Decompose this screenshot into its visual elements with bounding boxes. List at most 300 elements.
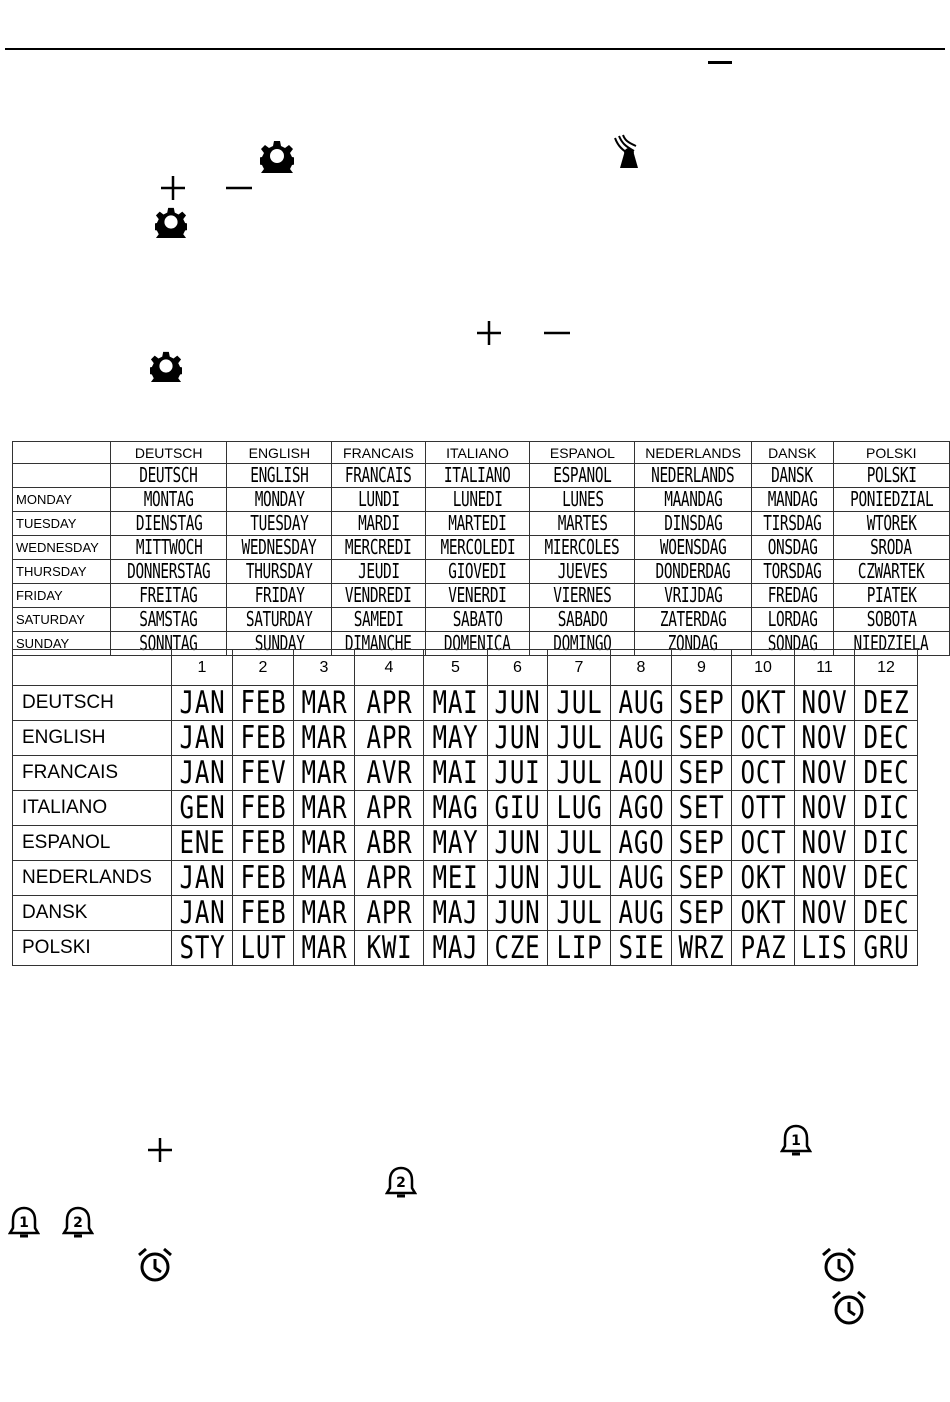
month-cell xyxy=(611,791,672,826)
lcd-text: SOBOTA xyxy=(866,607,917,631)
month-cell xyxy=(672,826,732,861)
month-cell xyxy=(355,686,424,721)
svg-text:1: 1 xyxy=(791,1133,801,1149)
month-cell xyxy=(294,896,355,931)
month-cell xyxy=(611,826,672,861)
lcd-text: GIU xyxy=(494,790,541,826)
month-number: 1 xyxy=(172,650,233,686)
weekday-cell xyxy=(227,608,332,632)
month-cell xyxy=(233,791,294,826)
weekday-cell xyxy=(751,584,833,608)
table-row xyxy=(13,512,950,536)
top-rule xyxy=(5,48,945,50)
table-row xyxy=(13,791,918,826)
gear-icon xyxy=(155,206,187,238)
lcd-text: MAR xyxy=(300,790,348,826)
lcd-text: MAR xyxy=(300,825,348,861)
language-label: DANSK xyxy=(13,896,172,931)
lcd-text: JUN xyxy=(494,685,541,721)
weekday-cell xyxy=(425,536,530,560)
alarm-clock-icon xyxy=(136,1246,174,1284)
month-cell xyxy=(488,826,548,861)
lcd-text: VENDREDI xyxy=(345,583,412,607)
language-label: NEDERLANDS xyxy=(13,861,172,896)
lcd-text: JAN xyxy=(178,895,226,931)
month-cell xyxy=(795,826,855,861)
alarm-clock-icon xyxy=(830,1289,868,1327)
lcd-text: NOV xyxy=(801,895,848,931)
weekday-cell xyxy=(425,488,530,512)
lcd-text: FREDAG xyxy=(767,583,818,607)
lcd-text: FEB xyxy=(239,685,287,721)
weekday-cell xyxy=(227,584,332,608)
month-cell xyxy=(732,756,795,791)
language-label: FRANCAIS xyxy=(13,756,172,791)
month-cell xyxy=(611,756,672,791)
month-cell xyxy=(795,756,855,791)
lcd-text: MONTAG xyxy=(143,487,194,511)
lcd-text: SEP xyxy=(678,685,725,721)
month-cell xyxy=(488,861,548,896)
month-cell xyxy=(548,826,611,861)
lcd-text: ENE xyxy=(178,825,226,861)
lcd-text: OKT xyxy=(739,685,787,721)
month-cell xyxy=(488,791,548,826)
weekday-cell xyxy=(530,560,635,584)
language-header: POLSKI xyxy=(833,442,949,464)
month-cell xyxy=(172,756,233,791)
lcd-text: DEC xyxy=(862,895,910,931)
lcd-text: NOV xyxy=(801,790,848,826)
lcd-text: MARDI xyxy=(357,511,400,535)
lcd-text: MAA xyxy=(300,860,348,896)
svg-text:1: 1 xyxy=(19,1215,29,1231)
empty-cell xyxy=(13,464,111,488)
lcd-text: SIE xyxy=(617,930,665,966)
month-cell xyxy=(424,826,488,861)
lcd-text: SEP xyxy=(678,895,725,931)
language-lcd-row xyxy=(13,464,950,488)
weekday-cell xyxy=(530,608,635,632)
lcd-text: DIENSTAG xyxy=(135,511,202,535)
language-label: ITALIANO xyxy=(13,791,172,826)
month-cell xyxy=(233,826,294,861)
month-number: 3 xyxy=(294,650,355,686)
lcd-text: JUN xyxy=(494,825,541,861)
weekday-cell xyxy=(530,584,635,608)
lcd-text: APR xyxy=(365,790,413,826)
month-cell xyxy=(294,756,355,791)
language-header: DANSK xyxy=(751,442,833,464)
weekday-cell xyxy=(751,608,833,632)
language-header: FRANCAIS xyxy=(332,442,425,464)
lcd-text: LUNDI xyxy=(357,487,400,511)
weekday-cell xyxy=(110,536,226,560)
language-header-row xyxy=(13,442,950,464)
month-cell xyxy=(672,756,732,791)
month-cell xyxy=(172,686,233,721)
minus-icon xyxy=(544,330,570,336)
lcd-text: MAR xyxy=(300,895,348,931)
lcd-text: SONNTAG xyxy=(139,631,198,655)
lcd-text: MITTWOCH xyxy=(135,535,202,559)
weekday-cell xyxy=(227,536,332,560)
weekday-cell xyxy=(425,584,530,608)
table-row xyxy=(13,721,918,756)
month-cell xyxy=(611,686,672,721)
lcd-text: DONNERSTAG xyxy=(127,559,211,583)
lcd-text: DONDERDAG xyxy=(655,559,731,583)
language-lcd-cell xyxy=(530,464,635,488)
lcd-text: JAN xyxy=(178,720,226,756)
lcd-text: FEB xyxy=(239,790,287,826)
lcd-text: LUT xyxy=(239,930,287,966)
table-row xyxy=(13,931,918,966)
month-cell xyxy=(548,721,611,756)
language-label: ESPANOL xyxy=(13,826,172,861)
lcd-text: FEB xyxy=(239,895,287,931)
lcd-text: NEDERLANDS xyxy=(651,463,735,487)
language-header: NEDERLANDS xyxy=(635,442,751,464)
empty-corner-cell xyxy=(13,442,111,464)
lcd-text: MIERCOLES xyxy=(545,535,620,559)
month-cell xyxy=(424,791,488,826)
weekday-cell xyxy=(833,560,949,584)
month-cell xyxy=(732,721,795,756)
lcd-text: MAR xyxy=(300,755,348,791)
lcd-text: SAMSTAG xyxy=(139,607,198,631)
month-cell xyxy=(233,686,294,721)
month-cell xyxy=(795,931,855,966)
month-cell xyxy=(233,931,294,966)
lcd-text: JUL xyxy=(555,755,603,791)
lcd-text: DANSK xyxy=(771,463,813,487)
lcd-text: JUN xyxy=(494,720,541,756)
weekday-cell xyxy=(425,560,530,584)
lcd-text: JAN xyxy=(178,860,226,896)
lcd-text: DIC xyxy=(862,790,910,826)
weekday-label: SATURDAY xyxy=(13,608,111,632)
month-cell xyxy=(548,791,611,826)
language-lcd-cell xyxy=(110,464,226,488)
lcd-text: ABR xyxy=(365,825,413,861)
lcd-text: MAR xyxy=(300,720,348,756)
lcd-text: LORDAG xyxy=(767,607,818,631)
lcd-text: LIP xyxy=(555,930,603,966)
weekday-cell xyxy=(635,584,751,608)
month-cell xyxy=(172,826,233,861)
gear-icon xyxy=(150,350,182,382)
lcd-text: SABADO xyxy=(557,607,608,631)
lcd-text: AGO xyxy=(617,790,665,826)
weekday-label: THURSDAY xyxy=(13,560,111,584)
lcd-text: FRIDAY xyxy=(254,583,305,607)
lcd-text: DIMANCHE xyxy=(345,631,412,655)
month-cell xyxy=(294,686,355,721)
lcd-text: MAG xyxy=(432,790,479,826)
lcd-text: DIC xyxy=(862,825,910,861)
language-lcd-cell xyxy=(635,464,751,488)
weekday-cell xyxy=(833,608,949,632)
month-cell xyxy=(611,896,672,931)
table-row xyxy=(13,756,918,791)
lcd-text: FREITAG xyxy=(139,583,198,607)
month-number: 4 xyxy=(355,650,424,686)
gear-icon xyxy=(260,139,294,173)
month-cell xyxy=(672,721,732,756)
language-lcd-cell xyxy=(833,464,949,488)
lcd-text: APR xyxy=(365,720,413,756)
month-cell xyxy=(732,896,795,931)
weekday-label: FRIDAY xyxy=(13,584,111,608)
lcd-text: ITALIANO xyxy=(444,463,511,487)
language-label: ENGLISH xyxy=(13,721,172,756)
month-number: 9 xyxy=(672,650,732,686)
weekday-cell xyxy=(110,584,226,608)
lcd-text: AUG xyxy=(617,720,665,756)
table-row xyxy=(13,488,950,512)
month-cell xyxy=(355,896,424,931)
month-cell xyxy=(172,896,233,931)
language-lcd-cell xyxy=(425,464,530,488)
lcd-text: DEZ xyxy=(862,685,910,721)
lcd-text: OCT xyxy=(739,720,787,756)
weekday-cell xyxy=(751,512,833,536)
language-label: POLSKI xyxy=(13,931,172,966)
lcd-text: JUL xyxy=(555,720,603,756)
month-cell xyxy=(672,686,732,721)
lcd-text: MEI xyxy=(432,860,479,896)
language-header: ENGLISH xyxy=(227,442,332,464)
weekday-cell xyxy=(635,512,751,536)
weekday-cell xyxy=(332,536,425,560)
lcd-text: MARTES xyxy=(557,511,608,535)
lcd-text: NOV xyxy=(801,755,848,791)
month-cell xyxy=(548,861,611,896)
lcd-text: SUNDAY xyxy=(254,631,305,655)
weekday-cell xyxy=(425,512,530,536)
weekday-cell xyxy=(635,560,751,584)
month-cell xyxy=(488,896,548,931)
table-row xyxy=(13,536,950,560)
lcd-text: JUL xyxy=(555,895,603,931)
lcd-text: JUL xyxy=(555,860,603,896)
lcd-text: MAJ xyxy=(432,930,479,966)
lcd-text: MAI xyxy=(432,755,479,791)
month-cell xyxy=(172,861,233,896)
lcd-text: ESPANOL xyxy=(553,463,612,487)
weekday-cell xyxy=(227,488,332,512)
month-cell xyxy=(672,861,732,896)
satellite-dish-icon xyxy=(612,134,646,172)
lcd-text: TIRSDAG xyxy=(763,511,822,535)
lcd-text: JUI xyxy=(494,755,541,791)
lcd-text: ENGLISH xyxy=(250,463,309,487)
month-cell xyxy=(672,896,732,931)
empty-corner-cell xyxy=(13,650,172,686)
lcd-text: GRU xyxy=(862,930,910,966)
lcd-text: DEC xyxy=(862,755,910,791)
table-row xyxy=(13,608,950,632)
month-cell xyxy=(424,756,488,791)
weekday-cell xyxy=(110,512,226,536)
month-number: 6 xyxy=(488,650,548,686)
lcd-text: ONSDAG xyxy=(767,535,818,559)
language-header: ITALIANO xyxy=(425,442,530,464)
weekday-label: MONDAY xyxy=(13,488,111,512)
month-cell xyxy=(294,861,355,896)
table-row xyxy=(13,896,918,931)
month-number: 11 xyxy=(795,650,855,686)
month-cell xyxy=(294,791,355,826)
lcd-text: DEUTSCH xyxy=(139,463,198,487)
lcd-text: NOV xyxy=(801,720,848,756)
lcd-text: OCT xyxy=(739,755,787,791)
month-cell xyxy=(355,826,424,861)
lcd-text: JUN xyxy=(494,895,541,931)
alarm-clock-icon xyxy=(820,1246,858,1284)
lcd-text: ZONDAG xyxy=(668,631,718,655)
month-cell xyxy=(488,756,548,791)
month-cell xyxy=(672,931,732,966)
weekday-cell xyxy=(110,560,226,584)
weekday-cell xyxy=(833,488,949,512)
lcd-text: JUN xyxy=(494,860,541,896)
language-header: ESPANOL xyxy=(530,442,635,464)
month-cell xyxy=(548,931,611,966)
lcd-text: CZE xyxy=(494,930,541,966)
lcd-text: JUEVES xyxy=(557,559,608,583)
lcd-text: THURSDAY xyxy=(246,559,313,583)
month-cell xyxy=(795,896,855,931)
weekday-cell xyxy=(530,512,635,536)
month-cell xyxy=(732,686,795,721)
lcd-text: SEP xyxy=(678,720,725,756)
lcd-text: FEB xyxy=(239,860,287,896)
lcd-text: VRIJDAG xyxy=(663,583,723,607)
month-cell xyxy=(732,861,795,896)
month-cell xyxy=(855,826,918,861)
lcd-text: PONIEDZIAL xyxy=(849,487,933,511)
lcd-text: SEP xyxy=(678,825,725,861)
weekday-cell xyxy=(332,560,425,584)
month-cell xyxy=(548,896,611,931)
month-cell xyxy=(424,721,488,756)
weekday-cell xyxy=(110,488,226,512)
lcd-text: POLSKI xyxy=(866,463,917,487)
alarm-2-bell-icon xyxy=(62,1206,94,1242)
lcd-text: FEV xyxy=(239,755,287,791)
weekday-cell xyxy=(110,608,226,632)
lcd-text: GIOVEDI xyxy=(448,559,507,583)
lcd-text: SET xyxy=(678,790,725,826)
minus-icon xyxy=(708,61,732,64)
lcd-text: TORSDAG xyxy=(763,559,822,583)
month-cell xyxy=(672,791,732,826)
weekday-cell xyxy=(635,536,751,560)
month-cell xyxy=(355,931,424,966)
month-cell xyxy=(294,826,355,861)
lcd-text: DINSDAG xyxy=(663,511,723,535)
month-cell xyxy=(855,861,918,896)
lcd-text: NOV xyxy=(801,860,848,896)
weekday-label: TUESDAY xyxy=(13,512,111,536)
lcd-text: MARTEDI xyxy=(448,511,507,535)
month-cell xyxy=(488,721,548,756)
alarm-1-bell-icon xyxy=(8,1206,40,1242)
month-cell xyxy=(795,721,855,756)
month-cell xyxy=(424,896,488,931)
lcd-text: MANDAG xyxy=(767,487,818,511)
lcd-text: AVR xyxy=(365,755,413,791)
lcd-text: AGO xyxy=(617,825,665,861)
weekday-label: SUNDAY xyxy=(13,632,111,656)
table-row xyxy=(13,686,918,721)
month-cell xyxy=(294,931,355,966)
month-cell xyxy=(233,721,294,756)
weekday-label: WEDNESDAY xyxy=(13,536,111,560)
lcd-text: APR xyxy=(365,860,413,896)
month-cell xyxy=(233,896,294,931)
lcd-text: VENERDI xyxy=(448,583,507,607)
language-lcd-cell xyxy=(332,464,425,488)
month-cell xyxy=(732,791,795,826)
month-cell xyxy=(172,791,233,826)
weekday-cell xyxy=(833,584,949,608)
weekday-cell xyxy=(332,512,425,536)
month-number: 7 xyxy=(548,650,611,686)
month-cell xyxy=(355,721,424,756)
svg-text:2: 2 xyxy=(396,1175,406,1191)
weekday-cell xyxy=(751,488,833,512)
table-row xyxy=(13,826,918,861)
lcd-text: MERCOLEDI xyxy=(440,535,515,559)
lcd-text: AUG xyxy=(617,895,665,931)
month-cell xyxy=(611,931,672,966)
lcd-text: MAR xyxy=(300,685,348,721)
weekday-language-table xyxy=(12,441,950,656)
month-cell xyxy=(855,686,918,721)
lcd-text: MAY xyxy=(432,825,479,861)
lcd-text: MAY xyxy=(432,720,479,756)
lcd-text: SEP xyxy=(678,860,725,896)
weekday-cell xyxy=(332,584,425,608)
lcd-text: APR xyxy=(365,895,413,931)
lcd-text: OCT xyxy=(739,825,787,861)
month-cell xyxy=(172,721,233,756)
lcd-text: JAN xyxy=(178,755,226,791)
month-cell xyxy=(424,861,488,896)
language-lcd-cell xyxy=(227,464,332,488)
lcd-text: GEN xyxy=(178,790,226,826)
month-cell xyxy=(855,896,918,931)
month-cell xyxy=(488,931,548,966)
lcd-text: ZATERDAG xyxy=(659,607,727,631)
month-cell xyxy=(795,686,855,721)
lcd-text: NIEDZIELA xyxy=(853,631,929,655)
lcd-text: MONDAY xyxy=(254,487,305,511)
month-cell xyxy=(795,861,855,896)
lcd-text: NOV xyxy=(801,825,848,861)
lcd-text: KWI xyxy=(365,930,413,966)
lcd-text: FEB xyxy=(239,720,287,756)
month-language-table xyxy=(12,649,918,966)
month-cell xyxy=(855,791,918,826)
month-cell xyxy=(172,931,233,966)
month-cell xyxy=(355,791,424,826)
lcd-text: OKT xyxy=(739,860,787,896)
lcd-text: WRZ xyxy=(678,930,725,966)
